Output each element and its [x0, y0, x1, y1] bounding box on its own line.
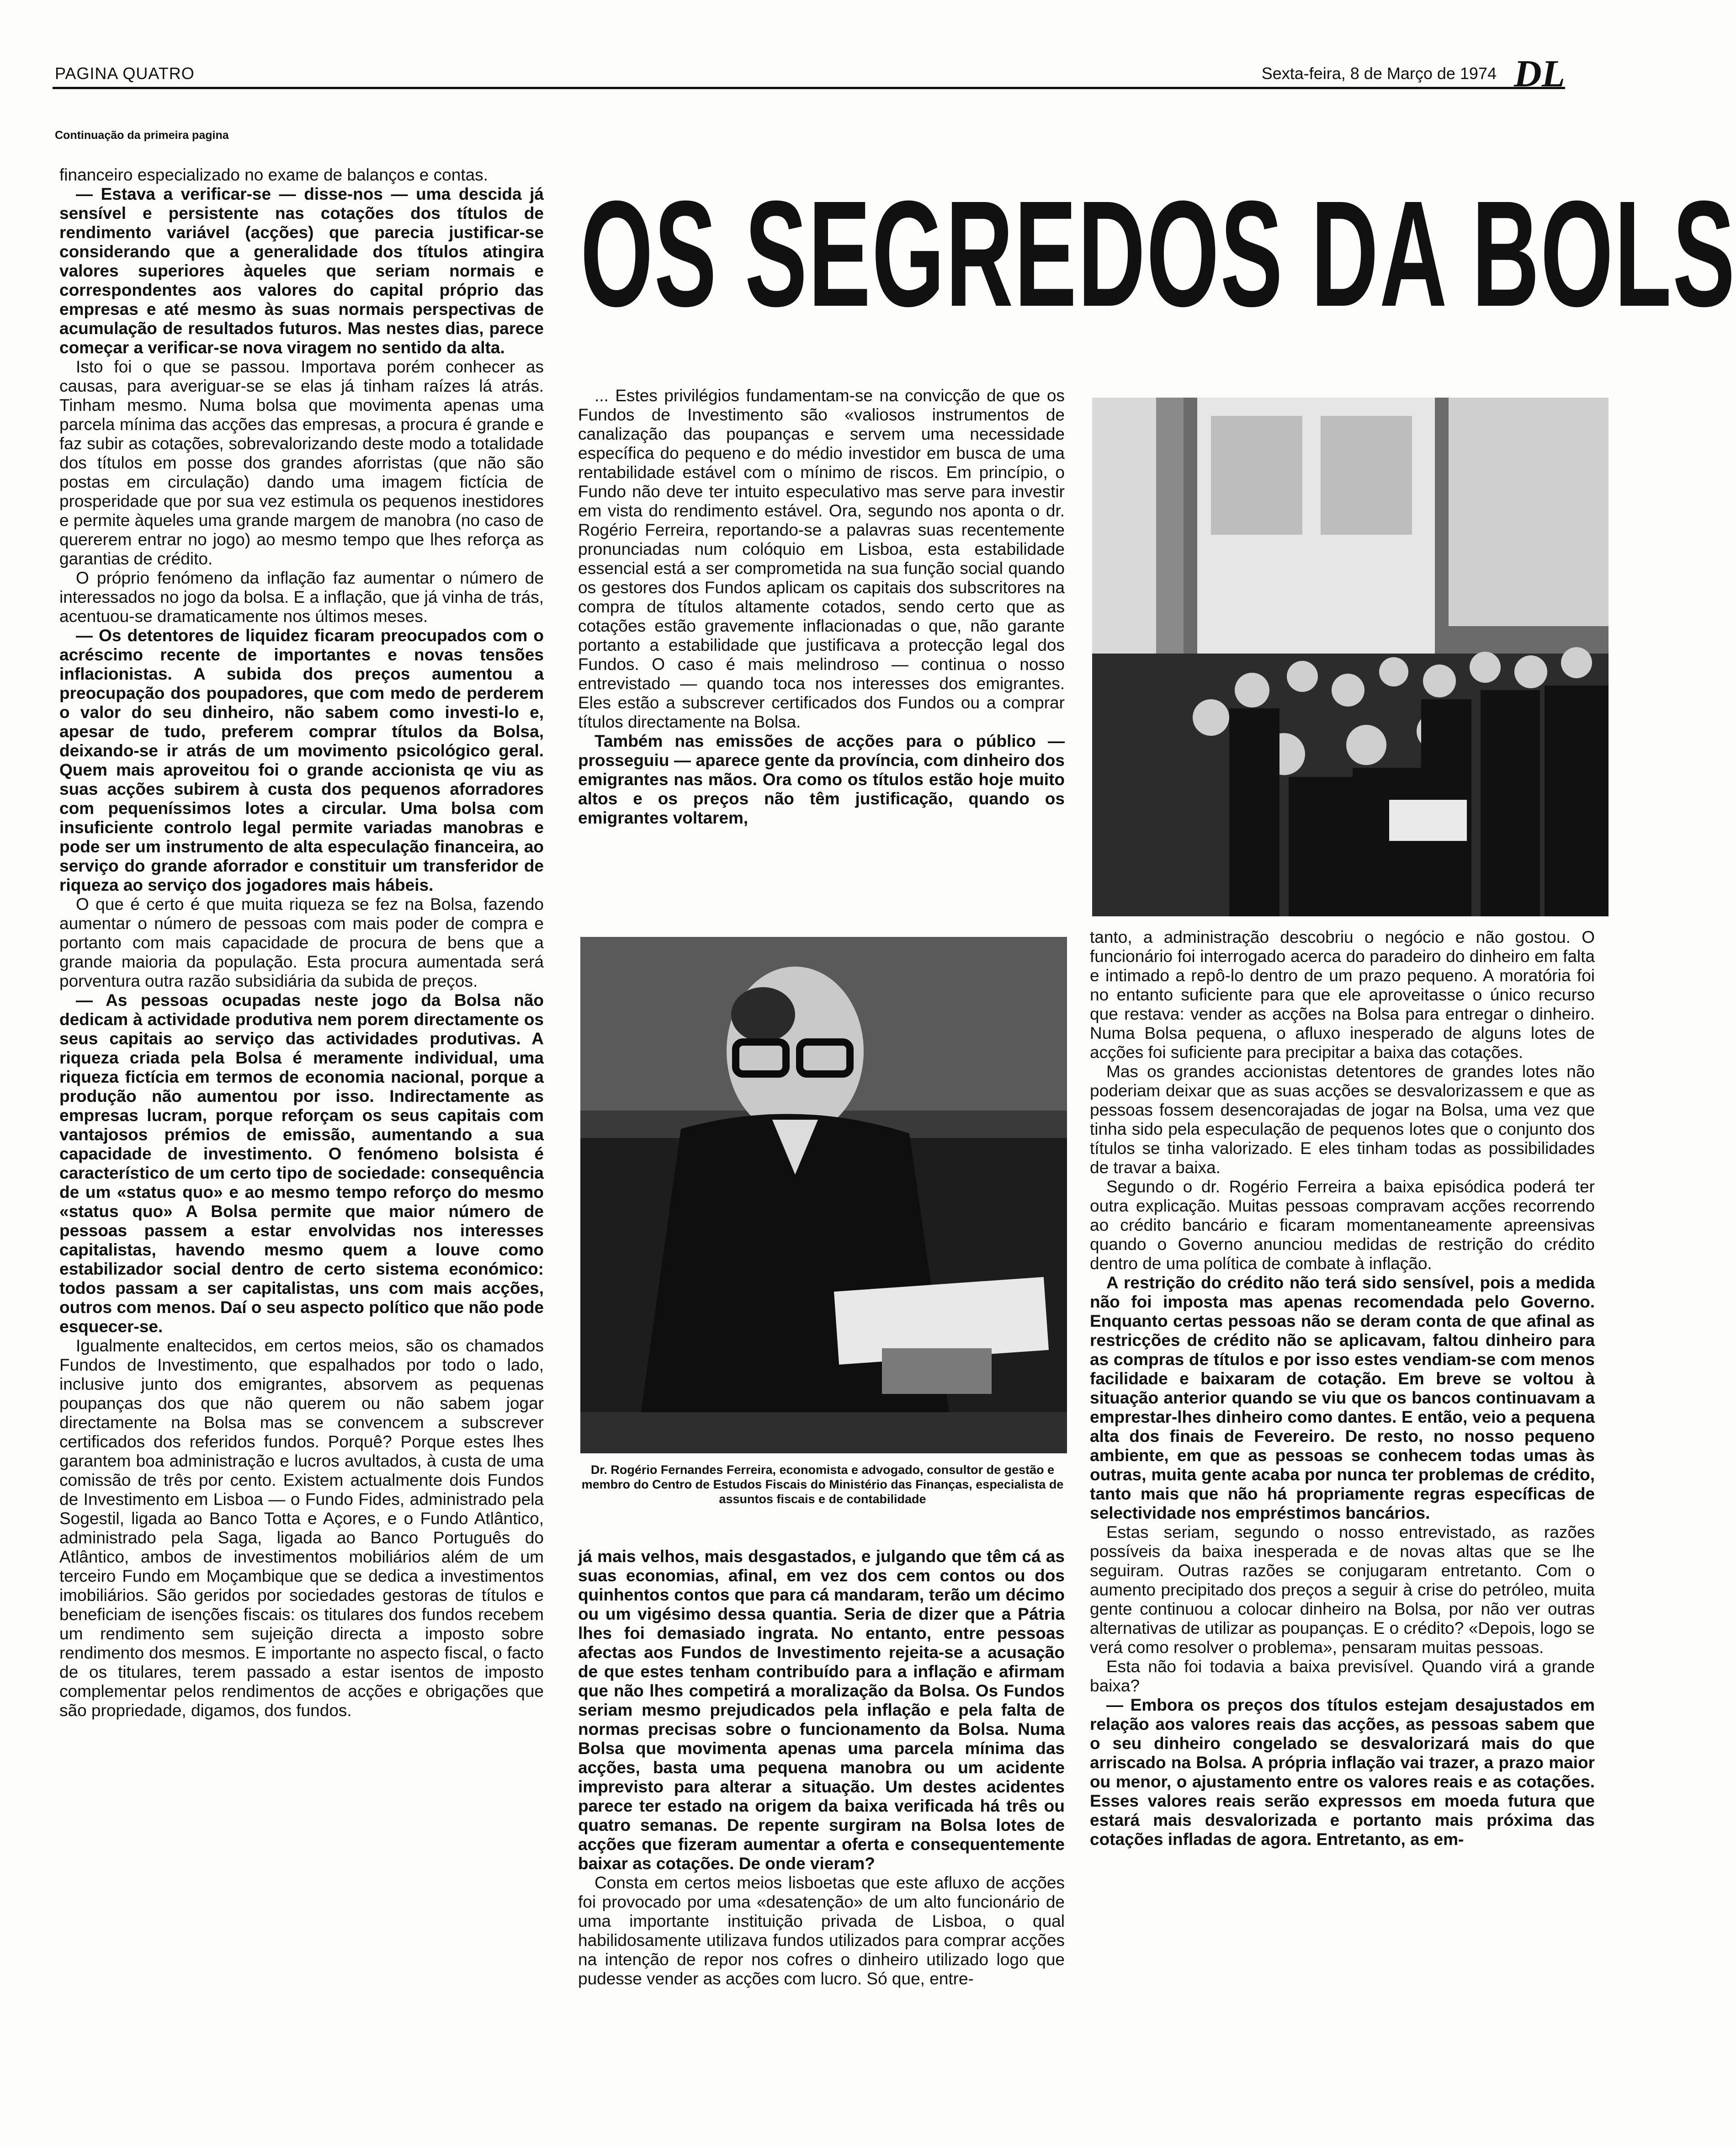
column-1: [59, 165, 544, 1720]
paragraph: — Os detentores de liquidez ficaram preocupados com o acréscimo recente de importantes e novas tensões inflacionistas. A subida dos preços aumentou a preocupação dos poupadores, que com medo de perderem o valor do seu dinheiro, não sabem como investi-lo e, apesar de tudo, preferem comprar títulos da Bolsa, deixando-se ir atrás de um movimento psicológico geral. Quem mais aproveitou foi o grande accionista qe viu as suas acções subirem à custa dos pequenos aforradores com pequeníssimos lotes a circular. Uma bolsa com insuficiente controlo legal permite variadas manobras e pode ser um instrumento de alta especulação financeira, ao serviço do grande aforrador e constituir um transferidor de riqueza ao serviço dos jogadores mais hábeis.: [59, 626, 544, 894]
paragraph: financeiro especializado no exame de balanços e contas.: [59, 165, 488, 184]
newspaper-logo: DL: [1514, 53, 1565, 95]
photo-caption: Dr. Rogério Fernandes Ferreira, economista e advogado, consultor de gestão e membro do Centro de Estudos Fiscais do Ministério das Finanças, especialista de assuntos fiscais e de contabilidade: [581, 1463, 1064, 1506]
paragraph: ... Estes privilégios fundamentam-se na convicção de que os Fundos de Investimento são «valiosos instrumentos de canalização das poupanças e servem uma necessidade específica do pequeno e do médio investidor em busca de uma rentabilidade estável com o mínimo de riscos. Em princípio, o Fundo não deve ter intuito especulativo mas serve para investir em vista do rendimento estável. Ora, segundo nos aponta o dr. Rogério Ferreira, reportando-se a palavras suas recentemente pronunciadas num colóquio em Lisboa, esta estabilidade essencial está a ser comprometida na sua função social quando os gestores dos Fundos aplicam os capitais dos subscritores na compra de títulos altamente cotados, sendo certo que as cotações estão gravemente inflacionadas o que, não garante portanto a estabilidade que justificava a protecção legal dos Fundos. O caso é mais melindroso — continua o nosso entrevistado — quando toca nos interesses dos emigrantes. Eles estão a subscrever certificados dos Fundos ou a comprar títulos directamente na Bolsa.: [578, 386, 1065, 731]
paragraph: já mais velhos, mais desgastados, e julgando que têm cá as suas economias, afinal, em vez dos cem contos ou dos quinhentos contos que para cá mandaram, terão um décimo ou um vigésimo dessa quantia. Seria de dizer que a Pátria lhes foi demasiado ingrata. No entanto, entre pessoas afectas aos Fundos de Investimento rejeita-se a acusação de que estes tenham contribuído para a inflação e afirmam que não lhes competirá a moralização da Bolsa. Os Fundos seriam mesmo prejudicados pela inflação e pela falta de normas precisas sobre o funcionamento da Bolsa. Numa Bolsa que movimenta apenas uma parcela mínima das acções, basta uma pequena manobra ou um acidente imprevisto para alterar a situação. Um destes acidentes parece ter estado na origem da baixa verificada há três ou quatro semanas. De repente surgiram na Bolsa lotes de acções que fizeram aumentar a oferta e consequentemente baixar as cotações. De onde vieram?: [578, 1547, 1065, 1873]
portrait-photo: [580, 937, 1067, 1453]
paragraph: O próprio fenómeno da inflação faz aumentar o número de interessados no jogo da bolsa. E a inflação, que já vinha de trás, acentuou-se dramaticamente nos últimos meses.: [59, 569, 544, 626]
paragraph: Também nas emissões de acções para o público — prosseguiu — aparece gente da província, com dinheiro dos emigrantes nas mãos. Ora como os títulos estão hoje muito altos e os preços não têm justificação, quando os emigrantes voltarem,: [578, 732, 1065, 827]
paragraph: A restrição do crédito não terá sido sensível, pois a medida não foi imposta mas apenas recomendada pelo Governo. Enquanto certas pessoas não se deram conta de que afinal as restricções de crédito não se aplicavam, faltou dinheiro para as compras de títulos e por isso estes vendiam-se com menos facilidade e baixaram de cotação. Em breve se voltou à situação anterior quando se viu que os bancos continuavam a emprestar-lhes dinheiro como dantes. E então, veio a pequena alta dos finais de Fevereiro. De resto, no nosso pequeno ambiente, em que as pessoas se conhecem todas umas às outras, muita gente acaba por nunca ter problemas de crédito, tanto mais que não há propriamente regras específicas de selectividade nos empréstimos bancários.: [1090, 1273, 1595, 1522]
paragraph: Esta não foi todavia a baixa previsível. Quando virá a grande baixa?: [1090, 1657, 1595, 1695]
stock-exchange-photo-illustration: [1092, 398, 1609, 916]
paragraph: O que é certo é que muita riqueza se fez na Bolsa, fazendo aumentar o número de pessoas com mais poder de compra e portanto com mais capacidade de procura de bens que a grande maioria da população. Esta procura aumentada será porventura outra razão subsidiária da subida de preços.: [59, 895, 544, 990]
portrait-photo-illustration: [580, 937, 1067, 1453]
column-2-bottom: [578, 1547, 1065, 1988]
page-header: [53, 50, 1565, 95]
issue-date: Sexta-feira, 8 de Março de 1974: [1261, 64, 1497, 83]
continuation-note: Continuação da primeira pagina: [55, 129, 229, 142]
stock-exchange-photo: [1092, 398, 1609, 916]
paragraph: — Embora os preços dos títulos estejam desajustados em relação aos valores reais das acções, as pessoas sabem que o seu dinheiro congelado se desvalorizará mais do que arriscado na Bolsa. A própria inflação vai trazer, a prazo maior ou menor, o ajustamento entre os valores reais e as cotações. Esses valores reais serão expressos em moeda futura que estará mais desvalorizada e portanto mais próxima das cotações infladas de agora. Entretanto, as em-: [1090, 1696, 1595, 1849]
paragraph: Igualmente enaltecidos, em certos meios, são os chamados Fundos de Investimento, que espalhados por todo o lado, inclusive junto dos emigrantes, absorvem as pequenas poupanças dos que não querem ou não sabem jogar directamente na Bolsa mas se convencem a subscrever certificados dos referidos fundos. Porquê? Porque estes lhes garantem boa administração e lucros avultados, à custa de uma comissão de três por cento. Existem actualmente dois Fundos de Investimento em Lisboa — o Fundo Fides, administrado pela Sogestil, ligada ao Banco Totta e Açores, e o Fundo Atlântico, administrado pela Saga, ligada ao Banco Português do Atlântico, ambos de investimentos mobiliários além de um terceiro Fundo em Moçambique que se dedica a investimentos imobiliários. São geridos por sociedades gestoras de títulos e beneficiam de isenções fiscais: os titulares dos fundos recebem um rendimento sem sujeição directa a imposto sobre rendimento dos mesmos. E importante no aspecto fiscal, o facto de os titulares, terem passado a estar isentos de imposto complementar pelos rendimentos de acções e obrigações que são propriedade, digamos, dos fundos.: [59, 1336, 544, 1720]
paragraph: tanto, a administração descobriu o negócio e não gostou. O funcionário foi interrogado acerca do paradeiro do dinheiro em falta e intimado a repô-lo dentro de um prazo pequeno. A moratória foi no entanto suficiente para que ele aproveitasse o único recurso que restava: vender as acções na Bolsa para entregar o dinheiro. Numa Bolsa pequena, o afluxo inesperado de alguns lotes de acções foi suficiente para precipitar a baixa das cotações.: [1090, 928, 1595, 1062]
paragraph: — As pessoas ocupadas neste jogo da Bolsa não dedicam à actividade produtiva nem porem directamente os seus capitais ao serviço das actividades produtivas. A riqueza criada pela Bolsa é meramente individual, uma riqueza fictícia em termos de economia nacional, porque a produção não aumentou por isso. Indirectamente as empresas lucram, porque reforçam os seus capitais com vantajosos prémios de emissão, aumentando a sua capacidade de investimento. O fenómeno bolsista é característico de um certo tipo de sociedade: consequência de um «status quo» e ao mesmo tempo reforço do mesmo «status quo» A Bolsa permite que maior número de pessoas passem a estar envolvidas nos interesses capitalistas, havendo mesmo quem a louve como estabilizador social dentro de certo sistema económico: todos passam a ser capitalistas, uns com mais acções, outros com menos. Daí o seu aspecto político que não pode esquecer-se.: [59, 991, 544, 1336]
headline: OS SEGREDOS DA BOLS: [580, 169, 1736, 338]
paragraph: Isto foi o que se passou. Importava porém conhecer as causas, para averiguar-se se elas já tinham raízes lá atrás. Tinham mesmo. Numa bolsa que movimenta apenas uma parcela mínima das acções das empresas, a procura é grande e faz subir as cotações, sobrevalorizando deste modo a totalidade dos títulos em posse dos grandes aforristas (que não são postas em circulação) dando uma imagem fictícia de prosperidade que por sua vez estimula os pequenos inestidores e permite àqueles uma grande margem de manobra (no caso de quererem entrar no jogo) ao mesmo tempo que lhes reforça as garantias de crédito.: [59, 357, 544, 568]
paragraph: Mas os grandes accionistas detentores de grandes lotes não poderiam deixar que as suas acções se desvalorizassem e que as pessoas fossem desencorajadas de jogar na Bolsa, uma vez que tinha sido pela especulação de pequenos lotes que o conjunto dos títulos se tinha valorizado. E eles tinham todas as possibilidades de travar a baixa.: [1090, 1062, 1595, 1177]
paragraph: Consta em certos meios lisboetas que este afluxo de acções foi provocado por uma «desatenção» de um alto funcionário de uma importante instituição privada de Lisboa, o qual habilidosamente utilizava fundos utilizados para comprar acções na intenção de repor nos cofres o dinheiro utilizado logo que pudesse vender as acções com lucro. Só que, entre-: [578, 1873, 1065, 1988]
section-label: PAGINA QUATRO: [55, 64, 195, 83]
column-2-top: [578, 386, 1065, 828]
paragraph: Estas seriam, segundo o nosso entrevistado, as razões possíveis da baixa inesperada e de novas altas que se lhe seguiram. Outras razões se conjugaram entretanto. Com o aumento precipitado dos preços a seguir à crise do petróleo, muita gente continuou a colocar dinheiro na Bolsa, por não ver outras alternativas de utilizar as poupanças. E o crédito? «Depois, logo se verá como resolver o problema», pensaram muitas pessoas.: [1090, 1523, 1595, 1657]
column-3: [1090, 928, 1595, 1849]
paragraph: — Estava a verificar-se — disse-nos — uma descida já sensível e persistente nas cotações dos títulos de rendimento variável (acções) que parecia justificar-se considerando que a generalidade dos títulos atingira valores superiores àqueles que seriam normais e correspondentes aos valores do capital próprio das empresas e até mesmo às suas normais perspectivas de acumulação de resultados futuros. Mas nestes dias, parece começar a verificar-se nova viragem no sentido da alta.: [59, 185, 544, 357]
paragraph: Segundo o dr. Rogério Ferreira a baixa episódica poderá ter outra explicação. Muitas pessoas compravam acções recorrendo ao crédito bancário e ficaram momentaneamente apreensivas quando o Governo anunciou medidas de restrição do crédito dentro de uma política de combate à inflação.: [1090, 1177, 1595, 1273]
